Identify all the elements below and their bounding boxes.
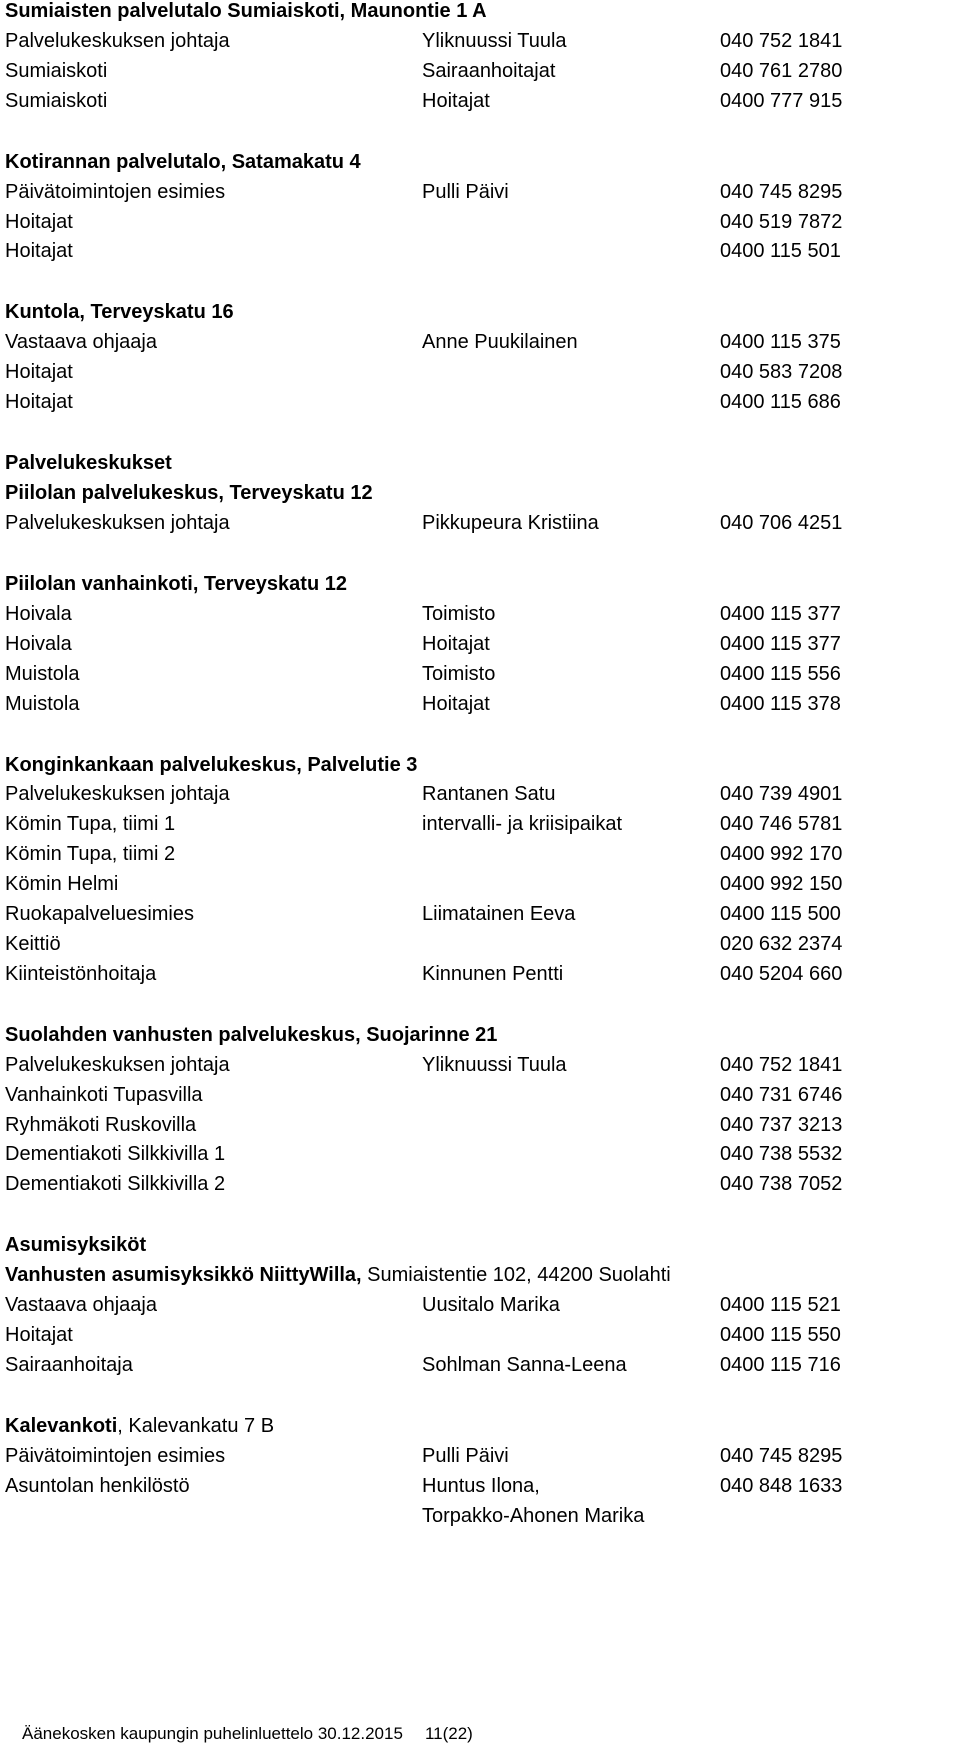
section-heading <box>5 146 361 178</box>
contact-name: Sohlman Sanna-Leena <box>422 1353 627 1376</box>
phone-number: 040 745 8295 <box>720 180 843 203</box>
phone-number: 040 745 8295 <box>720 1444 843 1467</box>
section-title: Vanhusten asumisyksikkö NiittyWilla, <box>5 1264 362 1287</box>
section-heading <box>5 1410 274 1442</box>
unit-name: Palvelukeskuksen johtaja <box>5 783 230 806</box>
group-title: Asumisyksiköt <box>5 1234 147 1257</box>
phone-number: 040 737 3213 <box>720 1113 843 1136</box>
page-number: 11(22) <box>424 1724 473 1743</box>
contact-name: Sairaanhoitajat <box>422 59 556 82</box>
phone-number: 0400 115 500 <box>720 903 841 925</box>
phone-number: 0400 115 501 <box>720 240 841 263</box>
unit-name: Hoitajat <box>5 391 73 414</box>
phone-number: 040 738 5532 <box>720 1143 843 1166</box>
contact-name: Liimatainen Eeva <box>422 903 576 925</box>
unit-name: Dementiakoti Silkkivilla 2 <box>5 1173 226 1196</box>
section-heading <box>5 568 347 600</box>
group-heading <box>5 1229 146 1261</box>
section-heading <box>5 749 417 781</box>
section-title: Sumiaisten palvelutalo Sumiaiskoti, Maunontie 1 A <box>5 0 487 22</box>
contact-name: Pikkupeura Kristiina <box>422 511 599 534</box>
section-heading <box>5 1019 497 1051</box>
unit-name: Vanhainkoti Tupasvilla <box>5 1083 203 1106</box>
section-title: Konginkankaan palvelukeskus, Palvelutie 3 <box>5 753 418 776</box>
phone-number: 040 746 5781 <box>720 813 843 836</box>
phone-number: 0400 115 521 <box>720 1294 841 1317</box>
section-address: , Kalevankatu 7 B <box>117 1414 275 1437</box>
phone-number: 0400 992 150 <box>720 873 843 896</box>
phone-number: 0400 115 378 <box>720 692 841 715</box>
contact-name: Pulli Päivi <box>422 1444 509 1467</box>
unit-name: Hoitajat <box>5 240 73 263</box>
contact-name: Kinnunen Pentti <box>422 962 564 985</box>
phone-number: 0400 115 377 <box>720 602 841 625</box>
section-heading <box>5 296 234 328</box>
unit-name: Muistola <box>5 692 80 715</box>
unit-name: Päivätoimintojen esimies <box>5 1444 226 1467</box>
unit-name: Palvelukeskuksen johtaja <box>5 29 230 52</box>
phone-number: 020 632 2374 <box>720 932 843 955</box>
unit-name: Kömin Helmi <box>5 873 119 896</box>
unit-name: Sumiaiskoti <box>5 89 108 112</box>
unit-name: Hoitajat <box>5 1324 73 1346</box>
unit-name: Asuntolan henkilöstö <box>5 1474 190 1497</box>
phone-number: 0400 992 170 <box>720 843 843 866</box>
contact-name: Yliknuussi Tuula <box>422 29 567 52</box>
phone-number: 040 761 2780 <box>720 59 843 82</box>
unit-name: Hoivala <box>5 602 72 625</box>
section-heading <box>5 0 487 27</box>
section-title: Kuntola, Terveyskatu 16 <box>5 301 234 324</box>
contact-name: Yliknuussi Tuula <box>422 1053 567 1076</box>
phone-number: 040 519 7872 <box>720 210 843 233</box>
footer-text: Äänekosken kaupungin puhelinluettelo 30.12.2015 <box>22 1724 403 1743</box>
section-address: Sumiaistentie 102, 44200 Suolahti <box>361 1264 671 1287</box>
contact-name: Hoitajat <box>422 89 490 112</box>
phone-number: 0400 115 716 <box>720 1353 841 1376</box>
phone-number: 040 752 1841 <box>720 29 843 52</box>
unit-name: Vastaava ohjaaja <box>5 331 157 354</box>
section-title: Piilolan vanhainkoti, Terveyskatu 12 <box>5 572 347 595</box>
section-title: Piilolan palvelukeskus, Terveyskatu 12 <box>5 482 373 504</box>
unit-name: Kömin Tupa, tiimi 2 <box>5 843 176 866</box>
unit-name: Päivätoimintojen esimies <box>5 180 226 203</box>
phone-number: 040 739 4901 <box>720 783 843 806</box>
unit-name: Palvelukeskuksen johtaja <box>5 511 230 534</box>
unit-name: Kiinteistönhoitaja <box>5 962 157 985</box>
phone-number: 040 752 1841 <box>720 1053 843 1076</box>
phone-number: 040 5204 660 <box>720 962 843 985</box>
unit-name: Sairaanhoitaja <box>5 1353 133 1376</box>
unit-name: Keittiö <box>5 932 61 955</box>
contact-name: Toimisto <box>422 602 496 625</box>
contact-name: Rantanen Satu <box>422 783 556 806</box>
page-footer <box>22 1723 473 1745</box>
phone-number: 0400 777 915 <box>720 89 843 112</box>
phone-number: 0400 115 375 <box>720 331 841 354</box>
unit-name: Ruokapalveluesimies <box>5 903 194 925</box>
unit-name: Palvelukeskuksen johtaja <box>5 1053 230 1076</box>
phone-number: 0400 115 550 <box>720 1324 841 1346</box>
unit-name: Hoivala <box>5 632 72 655</box>
unit-name: Muistola <box>5 662 80 685</box>
contact-name: Huntus Ilona, <box>422 1474 540 1497</box>
group-heading <box>5 447 172 479</box>
phone-number: 0400 115 686 <box>720 391 841 414</box>
phone-number: 040 583 7208 <box>720 361 843 384</box>
unit-name: Ryhmäkoti Ruskovilla <box>5 1113 197 1136</box>
section-heading <box>5 477 373 509</box>
section-title: Suolahden vanhusten palvelukeskus, Suojarinne 21 <box>5 1023 498 1046</box>
contact-name: intervalli- ja kriisipaikat <box>422 813 623 836</box>
contact-name: Uusitalo Marika <box>422 1294 560 1317</box>
unit-name: Kömin Tupa, tiimi 1 <box>5 813 176 836</box>
unit-name: Hoitajat <box>5 210 73 233</box>
contact-name: Hoitajat <box>422 692 490 715</box>
contact-name: Pulli Päivi <box>422 180 509 203</box>
unit-name: Vastaava ohjaaja <box>5 1294 157 1317</box>
unit-name: Sumiaiskoti <box>5 59 108 82</box>
section-title: Kalevankoti <box>5 1414 118 1437</box>
phone-number: 0400 115 377 <box>720 632 841 655</box>
phone-number: 040 706 4251 <box>720 511 843 534</box>
contact-name: Toimisto <box>422 662 496 685</box>
phone-number: 040 848 1633 <box>720 1474 843 1497</box>
phone-number: 0400 115 556 <box>720 662 841 685</box>
contact-name: Anne Puukilainen <box>422 331 578 354</box>
contact-name: Torpakko-Ahonen Marika <box>422 1504 645 1527</box>
unit-name: Dementiakoti Silkkivilla 1 <box>5 1143 226 1166</box>
section-title: Kotirannan palvelutalo, Satamakatu 4 <box>5 150 361 173</box>
phone-number: 040 738 7052 <box>720 1173 843 1196</box>
section-heading <box>5 1259 671 1291</box>
contact-name: Hoitajat <box>422 632 490 655</box>
unit-name: Hoitajat <box>5 361 73 384</box>
group-title: Palvelukeskukset <box>5 452 172 475</box>
phone-number: 040 731 6746 <box>720 1083 843 1106</box>
